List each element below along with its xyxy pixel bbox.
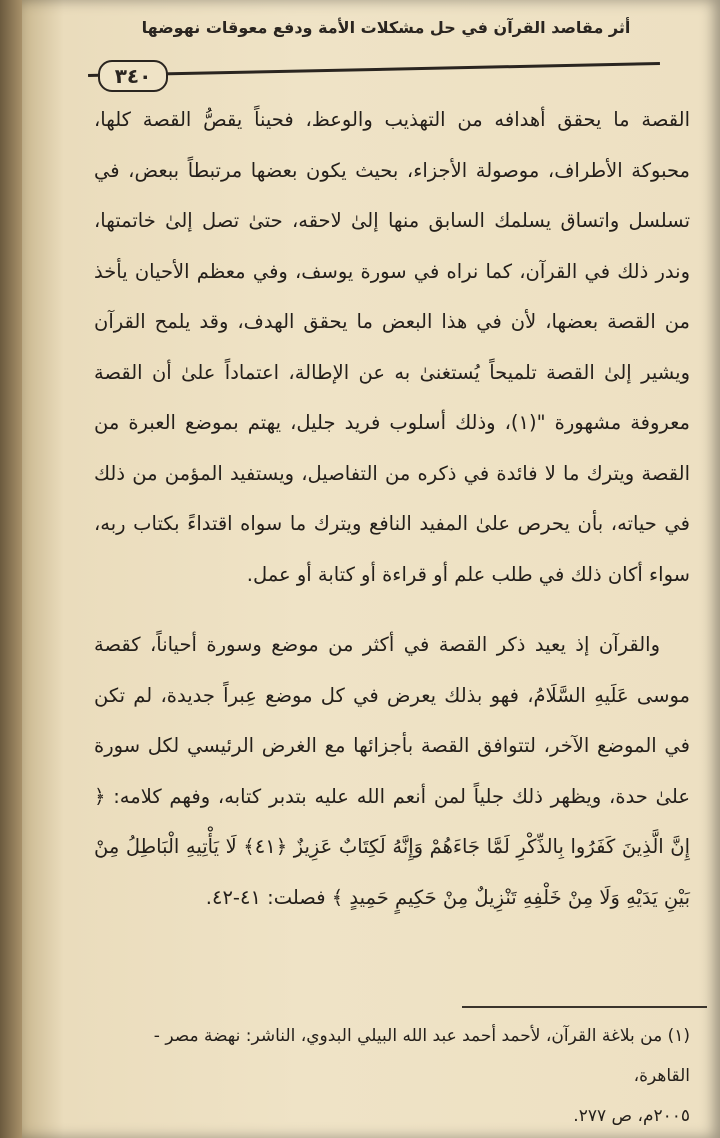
quran-citation: فصلت: ٤١-٤٢. [205, 885, 326, 909]
book-spine [0, 0, 22, 1138]
main-text [94, 95, 690, 923]
paragraph-1: القصة ما يحقق أهدافه من التهذيب والوعظ، فحيناً يقصُّ القصة كلها، محبوكة الأطراف، موصولة الأجزاء، بحيث يكون بعضها مرتبطاً ببعض، في تسلسل واتساق يسلمك السابق منها إلىٰ لاحقه، حتىٰ تصل إلىٰ خاتمتها، وندر ذلك في القرآن، كما نراه في سورة يوسف، وفي معظم الأحيان يأخذ من القصة بعضها، لأن في هذا البعض ما يحقق الهدف، وقد يلمح القرآن ويشير إلىٰ القصة تلميحاً يُستغنىٰ به عن الإطالة، اعتماداً علىٰ أن القصة معروفة مشهورة "(١)، وذلك أسلوب فريد جليل، يهتم بموضع العبرة من القصة ويترك ما لا فائدة في ذكره من التفاصيل، ويستفيد المؤمن من ذلك في حياته، بأن يحرص علىٰ المفيد النافع ويترك ما سواه اقتداءً بكتاب ربه، سواء أكان ذلك في طلب علم أو قراءة أو كتابة أو عمل. [94, 108, 690, 586]
footnote-rule [462, 1006, 707, 1008]
footnote [102, 1016, 690, 1136]
paragraph-2 [94, 620, 690, 923]
footnote-line-1: (١) من بلاغة القرآن، لأحمد أحمد عبد الله البيلي البدوي، الناشر: نهضة مصر - القاهرة، [153, 1026, 690, 1086]
page-number: ٣٤٠ [98, 60, 168, 92]
paragraph-2-text: والقرآن إذ يعيد ذكر القصة في أكثر من موضع وسورة أحياناً، كقصة موسى عَلَيهِ السَّلَامُ، فهو بذلك يعرض في كل موضع عِبراً جديدة، لم تكن في الموضع الآخر، لتتوافق القصة بأجزائها مع الغرض الرئيسي لكل سورة علىٰ حدة، ويظهر ذلك جلياً لمن أنعم الله عليه بتدبر كتابه، وفهم كلامه: ﴿ إِنَّ الَّذِينَ كَفَرُوا بِالذِّكْرِ لَمَّا جَاءَهُمْ وَإِنَّهُ لَكِتَابٌ عَزِيزٌ ﴿٤١﴾ لَا يَأْتِيهِ الْبَاطِلُ مِنْ بَيْنِ يَدَيْهِ وَلَا مِنْ خَلْفِهِ تَنْزِيلٌ مِنْ حَكِيمٍ حَمِيدٍ ﴾ [94, 633, 690, 909]
header-rule [88, 62, 660, 77]
running-header: أثر مقاصد القرآن في حل مشكلات الأمة ودفع معوقات نهوضها [141, 18, 631, 37]
book-page [22, 0, 720, 1138]
footnote-line-2: ٢٠٠٥م، ص ٢٧٧. [573, 1106, 690, 1126]
